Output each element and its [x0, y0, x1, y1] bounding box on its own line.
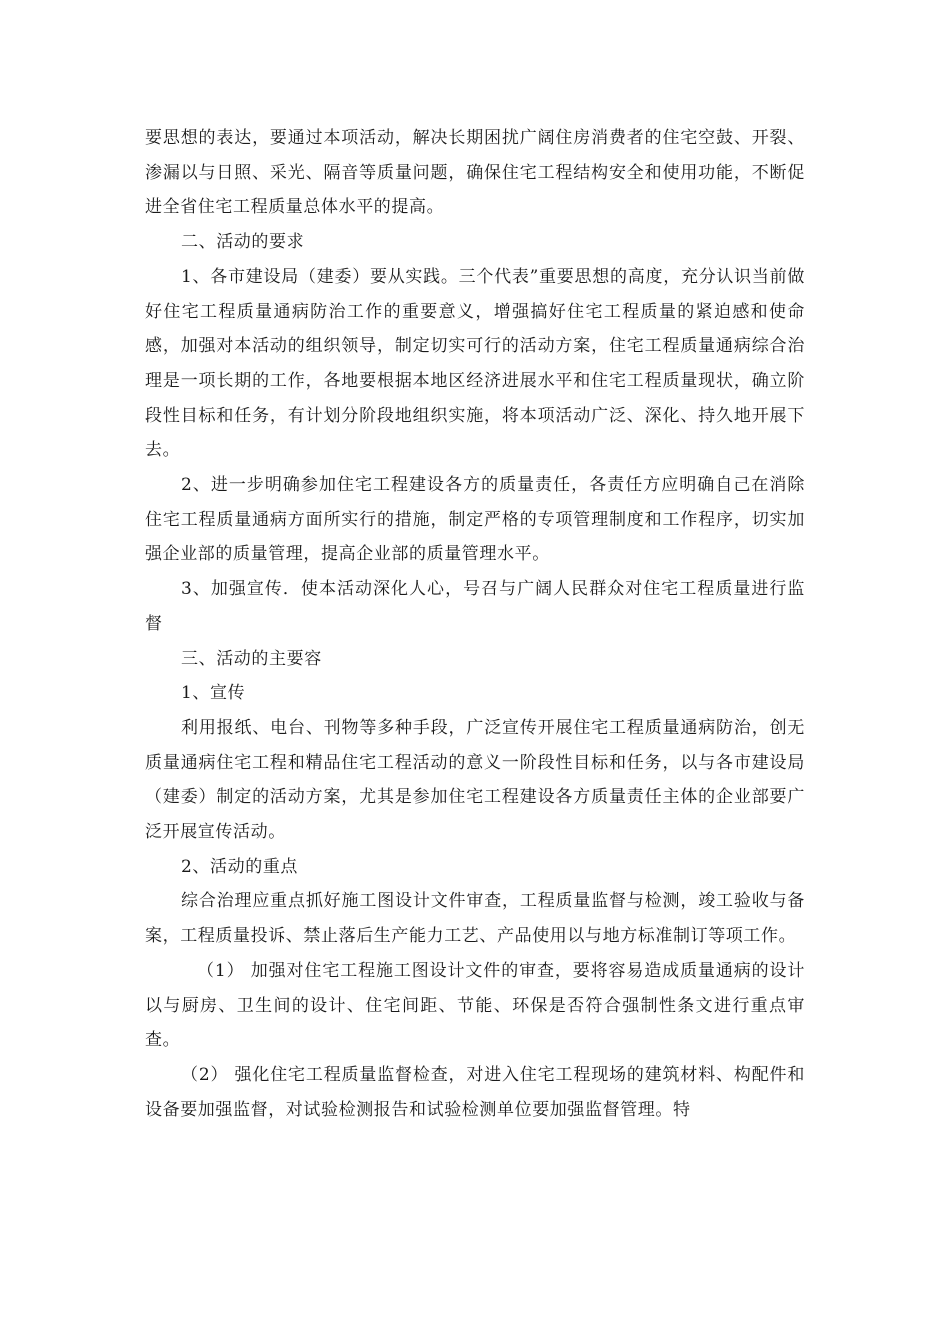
paragraph-focus: 综合治理应重点抓好施工图设计文件审查，工程质量监督与检测，竣工验收与备案，工程质量投诉、禁止落后生产能力工艺、产品使用以与地方标准制订等项工作。 [145, 891, 805, 947]
document-body [145, 121, 805, 1127]
heading-activity-requirements: 二、活动的要求 [181, 232, 305, 253]
heading-publicity: 1、宣传 [181, 683, 246, 704]
paragraph-requirement-3: 3、加强宣传．使本活动深化人心，号召与广阔人民群众对住宅工程质量进行监督 [145, 579, 805, 634]
paragraph-requirement-2: 2、进一步明确参加住宅工程建设各方的质量责任，各责任方应明确自己在消除住宅工程质量通病方面所实行的措施，制定严格的专项管理制度和工作程序，切实加强企业部的质量管理，提高企业部的质量管理水平。 [145, 475, 805, 565]
paragraph-publicity: 利用报纸、电台、刊物等多种手段，广泛宣传开展住宅工程质量通病防治，创无质量通病住宅工程和精品住宅工程活动的意义一阶段性目标和任务，以与各市建设局（建委）制定的活动方案，尤其是参加住宅工程建设各方质量责任主体的企业部要广泛开展宣传活动。 [145, 717, 805, 843]
heading-activity-focus: 2、活动的重点 [181, 856, 299, 877]
paragraph-item-1: （1） 加强对住宅工程施工图设计文件的审查，要将容易造成质量通病的设计以与厨房、卫生间的设计、住宅间距、节能、环保是否符合强制性条文进行重点审查。 [145, 960, 805, 1051]
paragraph-requirement-1: 1、各市建设局（建委）要从实践。三个代表”重要思想的高度，充分认识当前做好住宅工程质量通病防治工作的重要意义，增强搞好住宅工程质量的紧迫感和使命感，加强对本活动的组织领导，制定切实可行的活动方案，住宅工程质量通病综合治理是一项长期的工作，各地要根据本地区经济进展水平和住宅工程质量现状，确立阶段性目标和任务，有计划分阶段地组织实施，将本项活动广泛、深化、持久地开展下去。 [145, 266, 805, 461]
paragraph-intro-continuation: 要思想的表达，要通过本项活动，解决长期困扰广阔住房消费者的住宅空鼓、开裂、渗漏以与日照、采光、隔音等质量问题，确保住宅工程结构安全和使用功能，不断促进全省住宅工程质量总体水平的提高。 [145, 128, 805, 218]
heading-activity-content: 三、活动的主要容 [181, 648, 322, 669]
paragraph-item-2: （2） 强化住宅工程质量监督检查，对进入住宅工程现场的建筑材料、构配件和设备要加强监督，对试验检测报告和试验检测单位要加强监督管理。特 [145, 1064, 805, 1120]
